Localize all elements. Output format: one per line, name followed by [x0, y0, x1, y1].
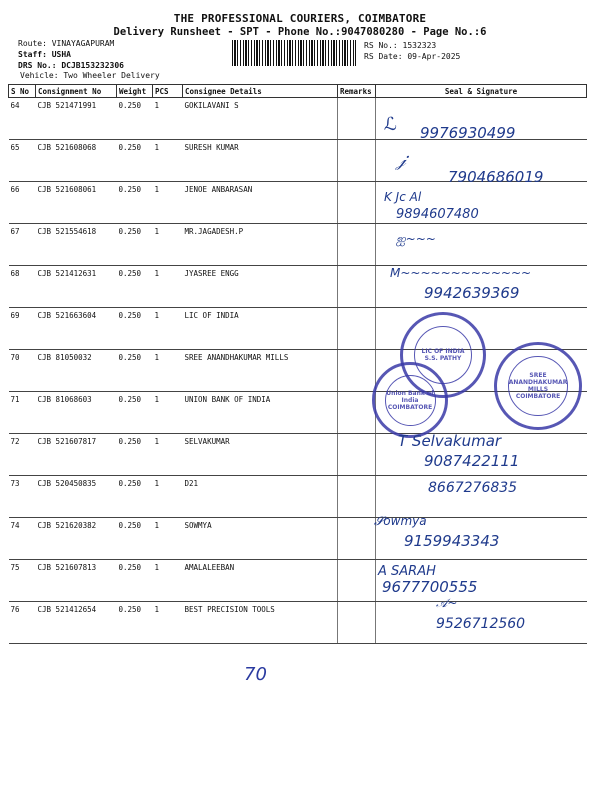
handwritten-name-75: A SARAH [378, 564, 436, 579]
meta-right [364, 40, 460, 62]
signature-scribble-64: ℒ [384, 114, 397, 135]
table-row: 64 CJB 521471991 0.250 1 GOKILAVANI S [9, 98, 587, 140]
rs-date-label: RS Date: 09-Apr-2025 [364, 52, 461, 61]
mills-stamp [494, 342, 582, 430]
handwritten-phone-64: 9976930499 [420, 124, 516, 142]
col-weight: Weight [117, 85, 153, 98]
handwritten-phone-72: 9087422111 [424, 452, 520, 470]
vehicle-label: Vehicle: Two Wheeler Delivery [20, 71, 160, 80]
table-row: 76 CJB 521412654 0.250 1 BEST PRECISION TOOLS [9, 602, 587, 644]
page-mark: 70 [244, 664, 267, 685]
union-stamp-outer-text: Union Bank of India [386, 389, 434, 404]
handwritten-name-66: K Jc Al [384, 190, 422, 204]
handwritten-phone-75: 9677700555 [382, 578, 478, 596]
signature-scribble-76: 𝒜~ [436, 596, 458, 610]
meta-left [18, 38, 124, 71]
company-title: THE PROFESSIONAL COURIERS, COIMBATORE [173, 12, 427, 25]
table-row: 71 CJB 81068603 0.250 1 UNION BANK OF INDIA [9, 392, 587, 434]
handwritten-phone-73: 8667276835 [428, 480, 518, 496]
staff-label: Staff: USHA [18, 50, 71, 59]
col-consignment: Consignment No [36, 85, 117, 98]
table-row: 73 CJB 520450835 0.250 1 D21 [9, 476, 587, 518]
handwritten-phone-65: 7904686019 [448, 168, 544, 186]
table-row: 70 CJB 81050032 0.250 1 SREE ANANDHAKUMAR MILLS [9, 350, 587, 392]
table-row: 68 CJB 521412631 0.250 1 JYASREE ENGG [9, 266, 587, 308]
mills-stamp-inner-text: COIMBATORE [515, 392, 561, 400]
handwritten-phone-66: 9894607480 [396, 207, 479, 222]
rs-no-label: RS No.: 1532323 [364, 41, 437, 50]
signature-scribble-68: M~~~~~~~~~~~~~ [390, 266, 532, 280]
table-header-row [9, 85, 587, 98]
signature-scribble-67: ஐ~~~ [396, 232, 436, 246]
table-row: 67 CJB 521554618 0.250 1 MR.JAGADESH.P [9, 224, 587, 266]
table-row: 66 CJB 521608061 0.250 1 JENOE ANBARASAN [9, 182, 587, 224]
table-row: 75 CJB 521607813 0.250 1 AMALALEEBAN [9, 560, 587, 602]
table-row: 65 CJB 521608068 0.250 1 SURESH KUMAR [9, 140, 587, 182]
mills-stamp-outer-text: SREE ANANDHAKUMAR MILLS [508, 371, 568, 393]
col-remarks: Remarks [338, 85, 376, 98]
table-row: 69 CJB 521663604 0.250 1 LIC OF INDIA [9, 308, 587, 350]
signature-scribble-74: 𝓢owmya [374, 514, 427, 528]
handwritten-phone-76: 9526712560 [436, 616, 526, 632]
col-pcs: PCS [153, 85, 183, 98]
table-row: 72 CJB 521607817 0.250 1 SELVAKUMAR [9, 434, 587, 476]
barcode [232, 40, 356, 66]
route-label: Route: VINAYAGAPURAM [18, 39, 115, 48]
drs-label: DRS No.: DCJB153232306 [18, 61, 124, 70]
col-consignee: Consignee Details [183, 85, 338, 98]
handwritten-phone-74: 9159943343 [404, 532, 500, 550]
col-signature: Seal & Signature [376, 85, 587, 98]
union-stamp-inner-text: COIMBATORE [387, 403, 433, 411]
handwritten-name-72: T Selvakumar [398, 432, 502, 450]
union-bank-stamp [372, 362, 448, 438]
col-sno: S No [9, 85, 36, 98]
table-row: 74 CJB 521620382 0.250 1 SOWMYA [9, 518, 587, 560]
runsheet-subtitle: Delivery Runsheet - SPT - Phone No.:9047080280 - Page No.:6 [113, 26, 487, 38]
signature-scribble-65: 𝒿 [396, 150, 406, 171]
lic-stamp-outer-text: LIC OF INDIA [421, 348, 465, 355]
lic-stamp-inner-text: S.S. PATHY [424, 355, 462, 362]
handwritten-phone-68: 9942639369 [424, 284, 520, 302]
